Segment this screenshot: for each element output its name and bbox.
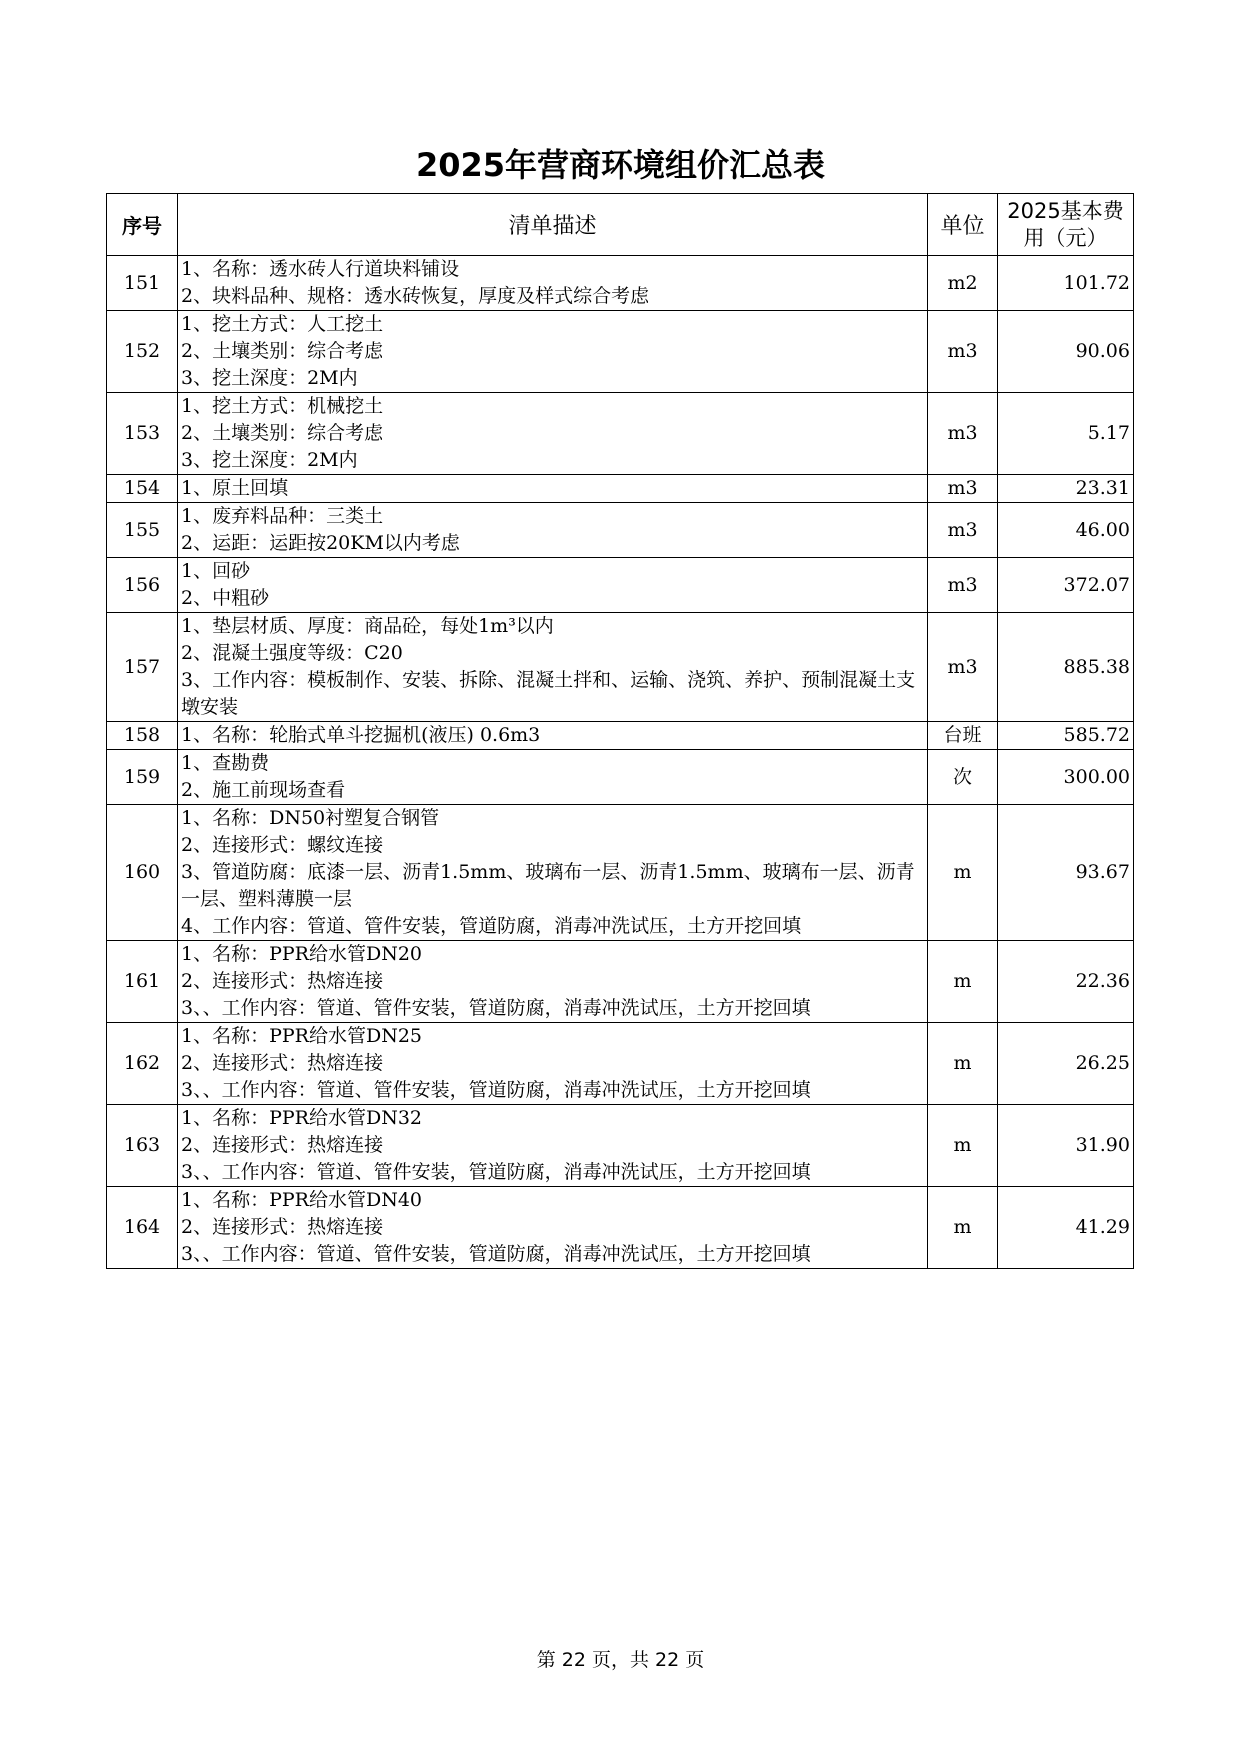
table-row — [107, 941, 1134, 1023]
description-line: 2、土壤类别：综合考虑 — [181, 340, 384, 362]
table-row — [107, 1187, 1134, 1269]
header-cost: 2025基本费用（元） — [998, 194, 1134, 256]
row-unit: m — [928, 1187, 998, 1269]
row-seq: 152 — [107, 311, 178, 393]
row-cost: 585.72 — [998, 722, 1134, 750]
row-cost: 41.29 — [998, 1187, 1134, 1269]
row-description — [178, 1105, 928, 1187]
description-line: 3、、工作内容：管道、管件安装，管道防腐，消毒冲洗试压，土方开挖回填 — [181, 1243, 811, 1265]
row-unit: m3 — [928, 558, 998, 613]
description-line: 2、连接形式：螺纹连接 — [181, 834, 384, 856]
row-unit: m3 — [928, 311, 998, 393]
row-description — [178, 750, 928, 805]
table-header-row — [107, 194, 1134, 256]
description-line: 2、块料品种、规格：透水砖恢复，厚度及样式综合考虑 — [181, 285, 650, 307]
description-line: 2、连接形式：热熔连接 — [181, 1134, 384, 1156]
table-row — [107, 750, 1134, 805]
row-seq: 154 — [107, 475, 178, 503]
header-unit: 单位 — [928, 194, 998, 256]
description-line: 1、挖土方式：人工挖土 — [181, 313, 384, 335]
description-line: 1、垫层材质、厚度：商品砼，每处1m³以内 — [181, 615, 554, 637]
table-row — [107, 1023, 1134, 1105]
description-line: 1、挖土方式：机械挖土 — [181, 395, 384, 417]
row-cost: 22.36 — [998, 941, 1134, 1023]
header-seq: 序号 — [107, 194, 178, 256]
row-unit: m — [928, 1105, 998, 1187]
description-line: 2、土壤类别：综合考虑 — [181, 422, 384, 444]
row-description — [178, 805, 928, 941]
row-unit: m3 — [928, 393, 998, 475]
description-line: 1、名称：PPR给水管DN20 — [181, 943, 422, 965]
row-seq: 155 — [107, 503, 178, 558]
row-cost: 372.07 — [998, 558, 1134, 613]
row-cost: 23.31 — [998, 475, 1134, 503]
description-line: 1、名称：DN50衬塑复合钢管 — [181, 807, 440, 829]
description-line: 3、、工作内容：管道、管件安装，管道防腐，消毒冲洗试压，土方开挖回填 — [181, 1161, 811, 1183]
row-cost: 101.72 — [998, 256, 1134, 311]
row-seq: 162 — [107, 1023, 178, 1105]
table-body — [107, 256, 1134, 1269]
table-row — [107, 311, 1134, 393]
table-row — [107, 613, 1134, 722]
row-cost: 93.67 — [998, 805, 1134, 941]
description-line: 1、名称：PPR给水管DN32 — [181, 1107, 422, 1129]
table-row — [107, 256, 1134, 311]
row-description — [178, 722, 928, 750]
row-description — [178, 558, 928, 613]
description-line: 2、混凝土强度等级：C20 — [181, 642, 403, 664]
row-cost: 300.00 — [998, 750, 1134, 805]
row-seq: 159 — [107, 750, 178, 805]
row-unit: m3 — [928, 613, 998, 722]
row-cost: 26.25 — [998, 1023, 1134, 1105]
row-seq: 160 — [107, 805, 178, 941]
row-seq: 156 — [107, 558, 178, 613]
summary-table — [106, 193, 1134, 1269]
description-line: 3、管道防腐：底漆一层、沥青1.5mm、玻璃布一层、沥青1.5mm、玻璃布一层、沥青一层、塑料薄膜一层 — [181, 861, 915, 910]
row-description — [178, 256, 928, 311]
description-line: 4、工作内容：管道、管件安装，管道防腐，消毒冲洗试压，土方开挖回填 — [181, 915, 802, 937]
description-line: 1、名称：PPR给水管DN40 — [181, 1189, 422, 1211]
row-unit: m — [928, 941, 998, 1023]
table-row — [107, 722, 1134, 750]
description-line: 1、名称：轮胎式单斗挖掘机(液压) 0.6m3 — [181, 724, 541, 746]
description-line: 3、挖土深度：2M内 — [181, 449, 358, 471]
row-description — [178, 1187, 928, 1269]
row-seq: 153 — [107, 393, 178, 475]
description-line: 1、废弃料品种：三类土 — [181, 505, 384, 527]
row-description — [178, 613, 928, 722]
description-line: 3、挖土深度：2M内 — [181, 367, 358, 389]
description-line: 1、名称：透水砖人行道块料铺设 — [181, 258, 460, 280]
table-row — [107, 1105, 1134, 1187]
table-row — [107, 503, 1134, 558]
row-cost: 885.38 — [998, 613, 1134, 722]
table-row — [107, 558, 1134, 613]
row-description — [178, 503, 928, 558]
table-row — [107, 393, 1134, 475]
row-seq: 157 — [107, 613, 178, 722]
row-cost: 31.90 — [998, 1105, 1134, 1187]
row-unit: 台班 — [928, 722, 998, 750]
row-description — [178, 393, 928, 475]
description-line: 2、连接形式：热熔连接 — [181, 970, 384, 992]
description-line: 3、、工作内容：管道、管件安装，管道防腐，消毒冲洗试压，土方开挖回填 — [181, 1079, 811, 1101]
row-cost: 5.17 — [998, 393, 1134, 475]
header-desc: 清单描述 — [178, 194, 928, 256]
row-unit: m — [928, 805, 998, 941]
row-unit: m — [928, 1023, 998, 1105]
table-row — [107, 805, 1134, 941]
description-line: 1、名称：PPR给水管DN25 — [181, 1025, 422, 1047]
description-line: 2、连接形式：热熔连接 — [181, 1216, 384, 1238]
table-row — [107, 475, 1134, 503]
row-unit: m3 — [928, 475, 998, 503]
row-seq: 161 — [107, 941, 178, 1023]
row-unit: m3 — [928, 503, 998, 558]
description-line: 2、运距：运距按20KM以内考虑 — [181, 532, 460, 554]
row-description — [178, 475, 928, 503]
row-seq: 158 — [107, 722, 178, 750]
row-unit: m2 — [928, 256, 998, 311]
row-cost: 46.00 — [998, 503, 1134, 558]
row-description — [178, 1023, 928, 1105]
page-title: 2025年营商环境组价汇总表 — [415, 146, 826, 184]
row-seq: 151 — [107, 256, 178, 311]
description-line: 3、工作内容：模板制作、安装、拆除、混凝土拌和、运输、浇筑、养护、预制混凝土支墩安装 — [181, 669, 916, 718]
description-line: 2、连接形式：热熔连接 — [181, 1052, 384, 1074]
description-line: 1、回砂 — [181, 560, 251, 582]
description-line: 1、查勘费 — [181, 752, 270, 774]
description-line: 2、中粗砂 — [181, 587, 270, 609]
row-unit: 次 — [928, 750, 998, 805]
description-line: 3、、工作内容：管道、管件安装，管道防腐，消毒冲洗试压，土方开挖回填 — [181, 997, 811, 1019]
row-seq: 164 — [107, 1187, 178, 1269]
row-description — [178, 941, 928, 1023]
description-line: 2、施工前现场查看 — [181, 779, 346, 801]
row-description — [178, 311, 928, 393]
page-footer: 第 22 页，共 22 页 — [536, 1649, 705, 1671]
row-cost: 90.06 — [998, 311, 1134, 393]
row-seq: 163 — [107, 1105, 178, 1187]
description-line: 1、原土回填 — [181, 477, 289, 499]
